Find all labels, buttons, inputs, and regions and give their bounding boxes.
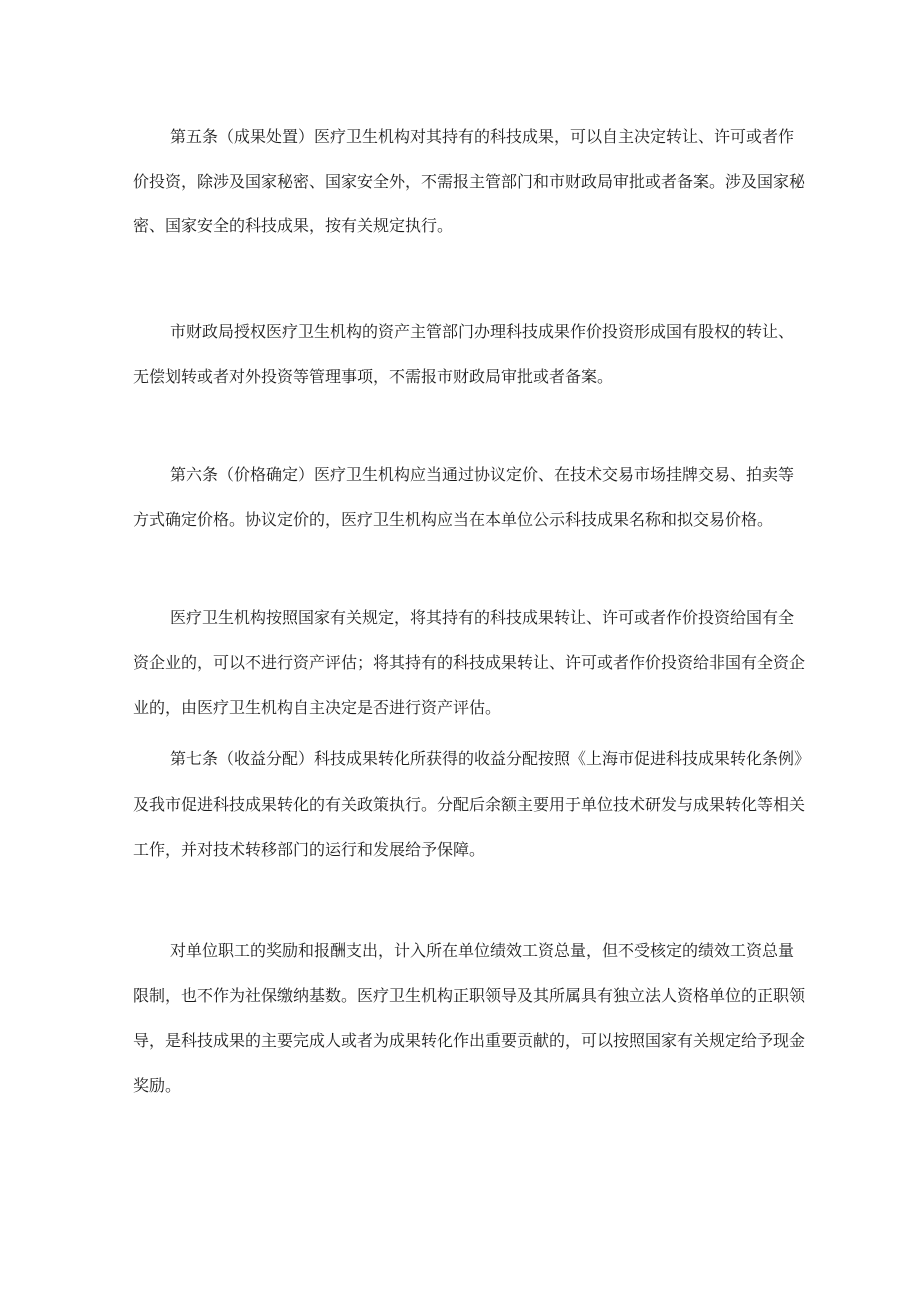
paragraph-1-line-3: 密、国家安全的科技成果，按有关规定执行。 bbox=[133, 216, 454, 235]
paragraph-4-line-1: 医疗卫生机构按照国家有关规定，将其持有的科技成果转让、许可或者作价投资给国有全 bbox=[170, 608, 795, 627]
paragraph-2-line-1: 市财政局授权医疗卫生机构的资产主管部门办理科技成果作价投资形成国有股权的转让、 bbox=[170, 322, 795, 341]
paragraph-6-line-3: 导，是科技成果的主要完成人或者为成果转化作出重要贡献的，可以按照国家有关规定给予现金 bbox=[133, 1031, 806, 1050]
paragraph-4-line-2: 资企业的，可以不进行资产评估；将其持有的科技成果转让、许可或者作价投资给非国有全资企 bbox=[133, 653, 806, 672]
paragraph-6-line-4: 奖励。 bbox=[133, 1076, 182, 1095]
paragraph-6-line-2: 限制，也不作为社保缴纳基数。医疗卫生机构正职领导及其所属具有独立法人资格单位的正职领 bbox=[133, 986, 806, 1005]
paragraph-5-line-2: 及我市促进科技成果转化的有关政策执行。分配后余额主要用于单位技术研发与成果转化等相关 bbox=[133, 795, 806, 814]
paragraph-1-line-2: 价投资，除涉及国家秘密、国家安全外，不需报主管部门和市财政局审批或者备案。涉及国家秘 bbox=[133, 172, 806, 191]
paragraph-5-line-1: 第七条（收益分配）科技成果转化所获得的收益分配按照《上海市促进科技成果转化条例》 bbox=[170, 749, 811, 768]
paragraph-4-line-3: 业的，由医疗卫生机构自主决定是否进行资产评估。 bbox=[133, 698, 502, 717]
paragraph-6-line-1: 对单位职工的奖励和报酬支出，计入所在单位绩效工资总量，但不受核定的绩效工资总量 bbox=[170, 941, 795, 960]
paragraph-5-line-3: 工作，并对技术转移部门的运行和发展给予保障。 bbox=[133, 840, 486, 859]
paragraph-3-line-2: 方式确定价格。协议定价的，医疗卫生机构应当在本单位公示科技成果名称和拟交易价格。 bbox=[133, 510, 774, 529]
paragraph-1-line-1: 第五条（成果处置）医疗卫生机构对其持有的科技成果，可以自主决定转让、许可或者作 bbox=[170, 127, 795, 146]
paragraph-3-line-1: 第六条（价格确定）医疗卫生机构应当通过协议定价、在技术交易市场挂牌交易、拍卖等 bbox=[170, 465, 795, 484]
paragraph-2-line-2: 无偿划转或者对外投资等管理事项，不需报市财政局审批或者备案。 bbox=[133, 367, 614, 386]
